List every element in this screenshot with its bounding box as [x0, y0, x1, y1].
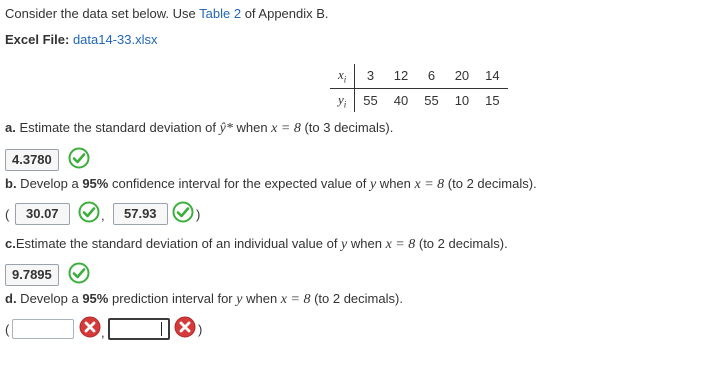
part-a-answer-field[interactable]: 4.3780	[5, 149, 59, 171]
x-value: 3	[355, 64, 386, 88]
x-value: 12	[386, 64, 416, 88]
y-value: 10	[454, 92, 470, 108]
x-value: 20	[447, 64, 477, 88]
check-circle-icon	[78, 201, 100, 223]
part-a-answer-row	[5, 149, 59, 171]
part-a-text: Estimate the standard deviation of	[15, 120, 220, 135]
part-b-text: when	[376, 176, 415, 191]
part-a-question	[5, 120, 393, 137]
data-table	[330, 64, 508, 112]
part-d-text: Develop a	[16, 291, 83, 306]
prediction-pct: 95%	[82, 291, 109, 306]
y-label: $y_i$	[330, 88, 355, 112]
close-paren: )	[198, 322, 203, 337]
excel-file-line	[5, 32, 158, 47]
confidence-pct: 95%	[82, 176, 109, 191]
part-d-text: prediction interval for	[108, 291, 237, 306]
y-row	[330, 88, 508, 112]
part-d-text: when	[242, 291, 281, 306]
part-c-question	[5, 236, 508, 253]
comma: ,	[101, 208, 105, 223]
open-paren: (	[5, 322, 10, 337]
condition-x: x = 8	[414, 177, 445, 192]
part-b-text: Develop a	[16, 176, 83, 191]
excel-file-label: Excel File:	[5, 32, 70, 47]
part-c-text: Estimate the standard deviation of an individual value of	[15, 236, 342, 251]
part-c-text: (to 2 decimals).	[415, 236, 508, 251]
part-c-answer-row	[5, 264, 59, 286]
part-a-text: (to 3 decimals).	[300, 120, 394, 135]
part-a-prefix: a.	[5, 120, 16, 135]
intro-text-end: of Appendix B.	[241, 6, 329, 21]
y-hat-symbol: ŷ*	[219, 121, 233, 136]
part-b-question	[5, 176, 537, 193]
y-value: 55	[424, 92, 439, 108]
part-b-upper-field[interactable]: 57.93	[113, 203, 168, 225]
part-b-text: confidence interval for the expected value of	[108, 176, 370, 191]
part-b-upper-row	[113, 203, 168, 225]
table-2-link[interactable]: Table 2	[199, 6, 242, 21]
var-y: y	[236, 292, 243, 307]
part-c-text: when	[347, 236, 386, 251]
y-value: 55	[363, 92, 378, 108]
intro-text: Consider the data set below. Use	[5, 6, 200, 21]
condition-x: x = 8	[280, 292, 311, 307]
x-value: 6	[416, 64, 446, 88]
condition-x: x = 8	[271, 121, 301, 136]
part-d-question	[5, 291, 403, 308]
part-c-answer-field[interactable]: 9.7895	[5, 264, 59, 286]
part-b-prefix: b.	[5, 176, 17, 191]
part-d-upper-input[interactable]	[108, 318, 170, 340]
intro-line	[5, 6, 329, 21]
part-b-lower-field[interactable]: 30.07	[15, 203, 70, 225]
check-circle-icon	[68, 262, 90, 284]
text-caret	[161, 322, 162, 336]
var-y: y	[369, 177, 377, 192]
var-y: y	[341, 237, 348, 252]
condition-x: x = 8	[385, 237, 416, 252]
x-label: $x_i$	[330, 64, 355, 88]
part-a-text: when	[232, 120, 272, 135]
open-paren: (	[5, 207, 10, 222]
part-d-prefix: d.	[5, 291, 17, 306]
check-circle-icon	[172, 201, 194, 223]
excel-file-link[interactable]: data14-33.xlsx	[72, 32, 158, 47]
comma: ,	[101, 325, 105, 340]
part-b-text: (to 2 decimals).	[444, 176, 537, 191]
y-value: 40	[393, 92, 409, 108]
x-row	[330, 64, 508, 88]
part-d-text: (to 2 decimals).	[310, 291, 403, 306]
x-value: 14	[477, 64, 507, 88]
part-c-prefix: c.	[5, 236, 16, 251]
check-circle-icon	[68, 147, 90, 169]
x-circle-icon	[174, 316, 196, 338]
part-b-lower-row	[15, 203, 70, 225]
close-paren: )	[196, 207, 201, 222]
x-circle-icon	[79, 316, 101, 338]
part-d-lower-input[interactable]	[12, 319, 74, 339]
y-value: 15	[485, 92, 500, 108]
